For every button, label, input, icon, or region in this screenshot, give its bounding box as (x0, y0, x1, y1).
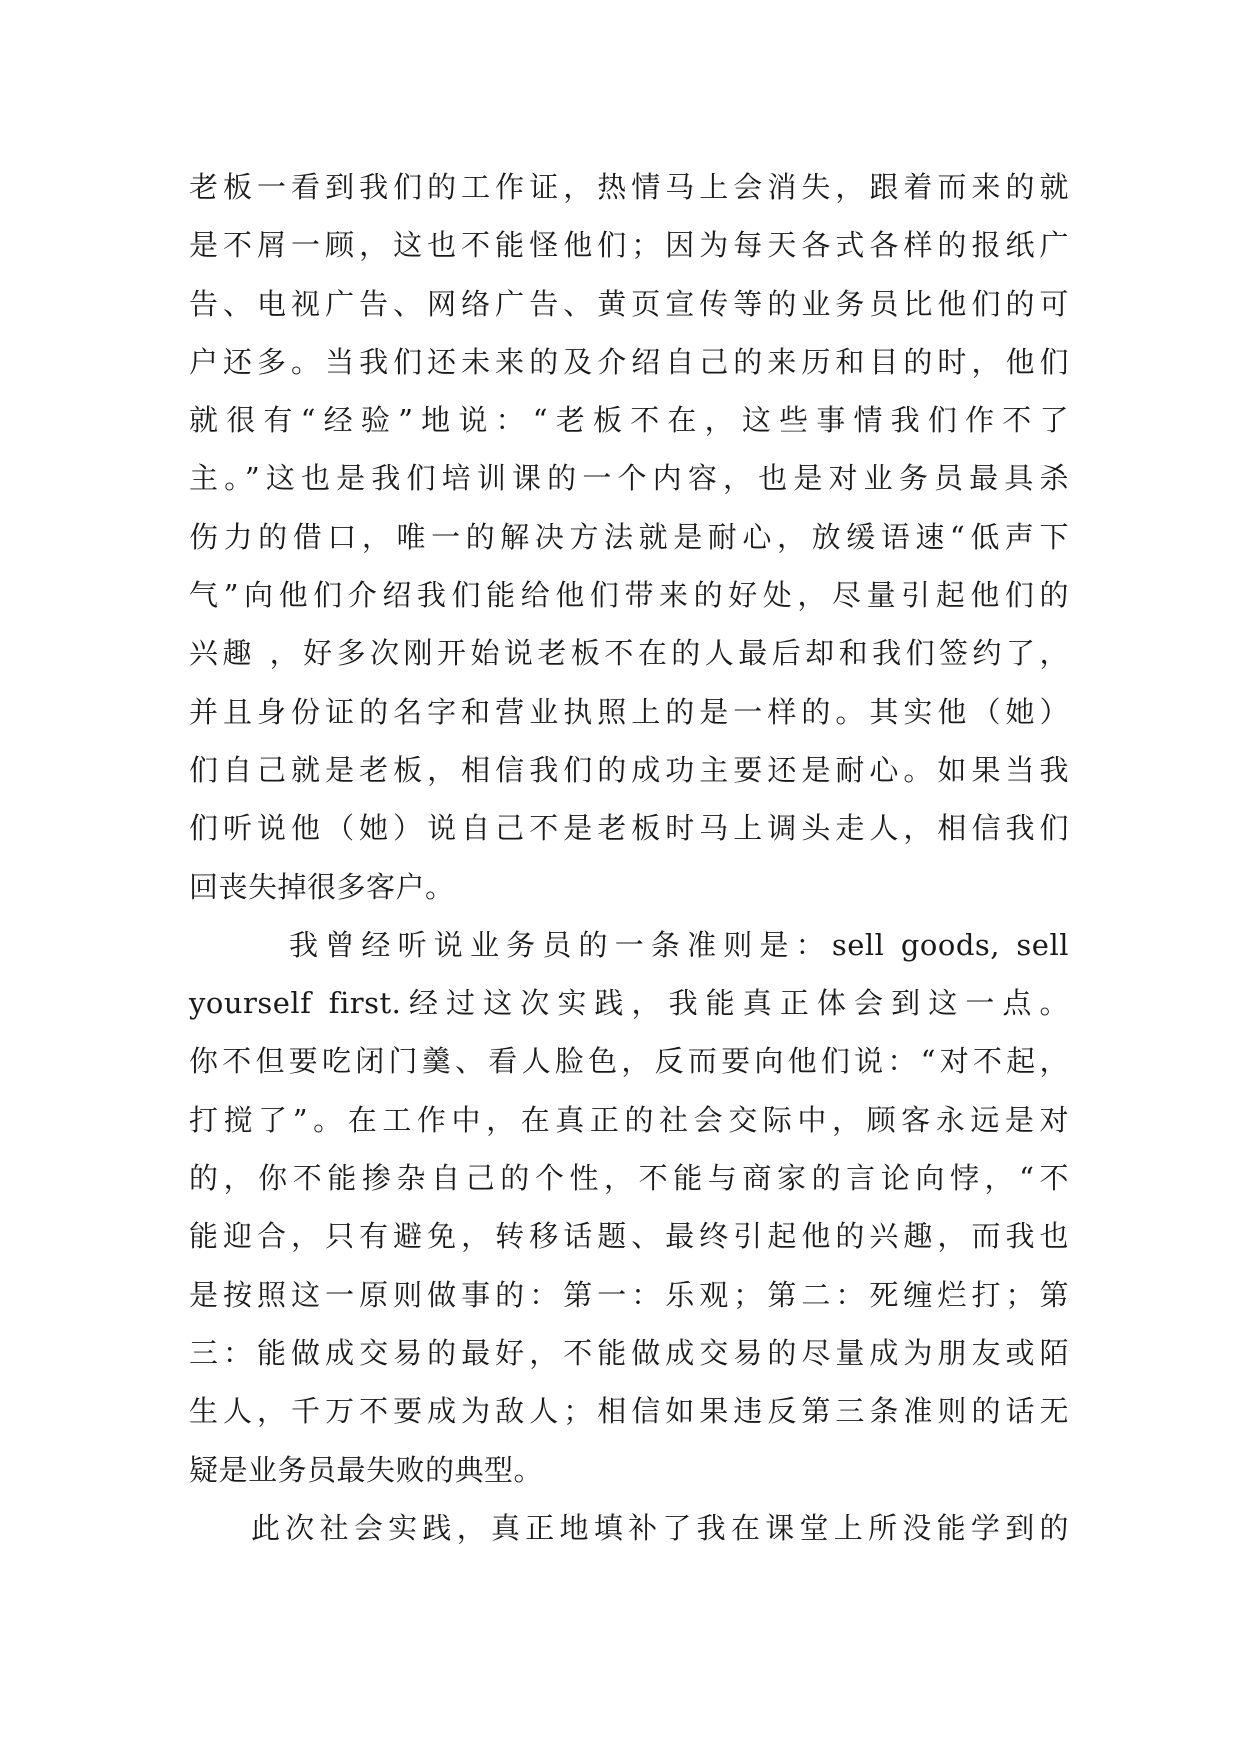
text-line: 此次社会实践，真正地填补了我在课堂上所没能学到的 (251, 1510, 1069, 1545)
text-line: 并且身份证的名字和营业执照上的是一样的。其实他（她） (189, 694, 1069, 729)
text-line: 主。”这也是我们培训课的一个内容，也是对业务员最具杀 (189, 461, 1069, 496)
text-line: 生人，千万不要成为敌人；相信如果违反第三条准则的话无 (189, 1394, 1069, 1429)
text-line: 就很有“经验”地说：“老板不在，这些事情我们作不了 (189, 403, 1069, 438)
text-line: yourself first.经过这次实践，我能真正体会到这一点。 (189, 986, 1069, 1021)
text-line: 你不但要吃闭门羹、看人脸色，反而要向他们说：“对不起， (189, 1044, 1069, 1079)
text-line: 能迎合，只有避免，转移话题、最终引起他的兴趣，而我也 (189, 1219, 1069, 1254)
body-text (189, 158, 1069, 1557)
text-line: 三：能做成交易的最好，不能做成交易的尽量成为朋友或陌 (189, 1335, 1069, 1370)
text-line: 告、电视广告、网络广告、黄页宣传等的业务员比他们的可 (189, 286, 1069, 321)
text-line: 们自己就是老板，相信我们的成功主要还是耐心。如果当我 (189, 752, 1069, 787)
text-line: 我曾经听说业务员的一条准则是：sell goods, sell (289, 927, 1069, 962)
text-line: 兴趣 ，好多次刚开始说老板不在的人最后却和我们签约了， (189, 636, 1069, 671)
text-line: 的，你不能掺杂自己的个性，不能与商家的言论向悖，“不 (189, 1161, 1069, 1196)
text-line: 回丧失掉很多客户。 (189, 869, 455, 904)
text-line: 老板一看到我们的工作证，热情马上会消失，跟着而来的就 (189, 170, 1069, 204)
text-line: 们听说他（她）说自己不是老板时马上调头走人，相信我们 (189, 811, 1069, 846)
text-line: 疑是业务员最失败的典型。 (189, 1452, 544, 1487)
text-line: 气”向他们介绍我们能给他们带来的好处，尽量引起他们的 (189, 578, 1069, 613)
text-line: 是不屑一顾，这也不能怪他们；因为每天各式各样的报纸广 (189, 228, 1069, 263)
text-line: 户还多。当我们还未来的及介绍自己的来历和目的时，他们 (189, 344, 1069, 379)
text-line: 是按照这一原则做事的：第一：乐观；第二：死缠烂打；第 (189, 1277, 1069, 1312)
text-line: 打搅了”。在工作中，在真正的社会交际中，顾客永远是对 (189, 1102, 1069, 1137)
text-line: 伤力的借口，唯一的解决方法就是耐心，放缓语速“低声下 (189, 519, 1069, 554)
